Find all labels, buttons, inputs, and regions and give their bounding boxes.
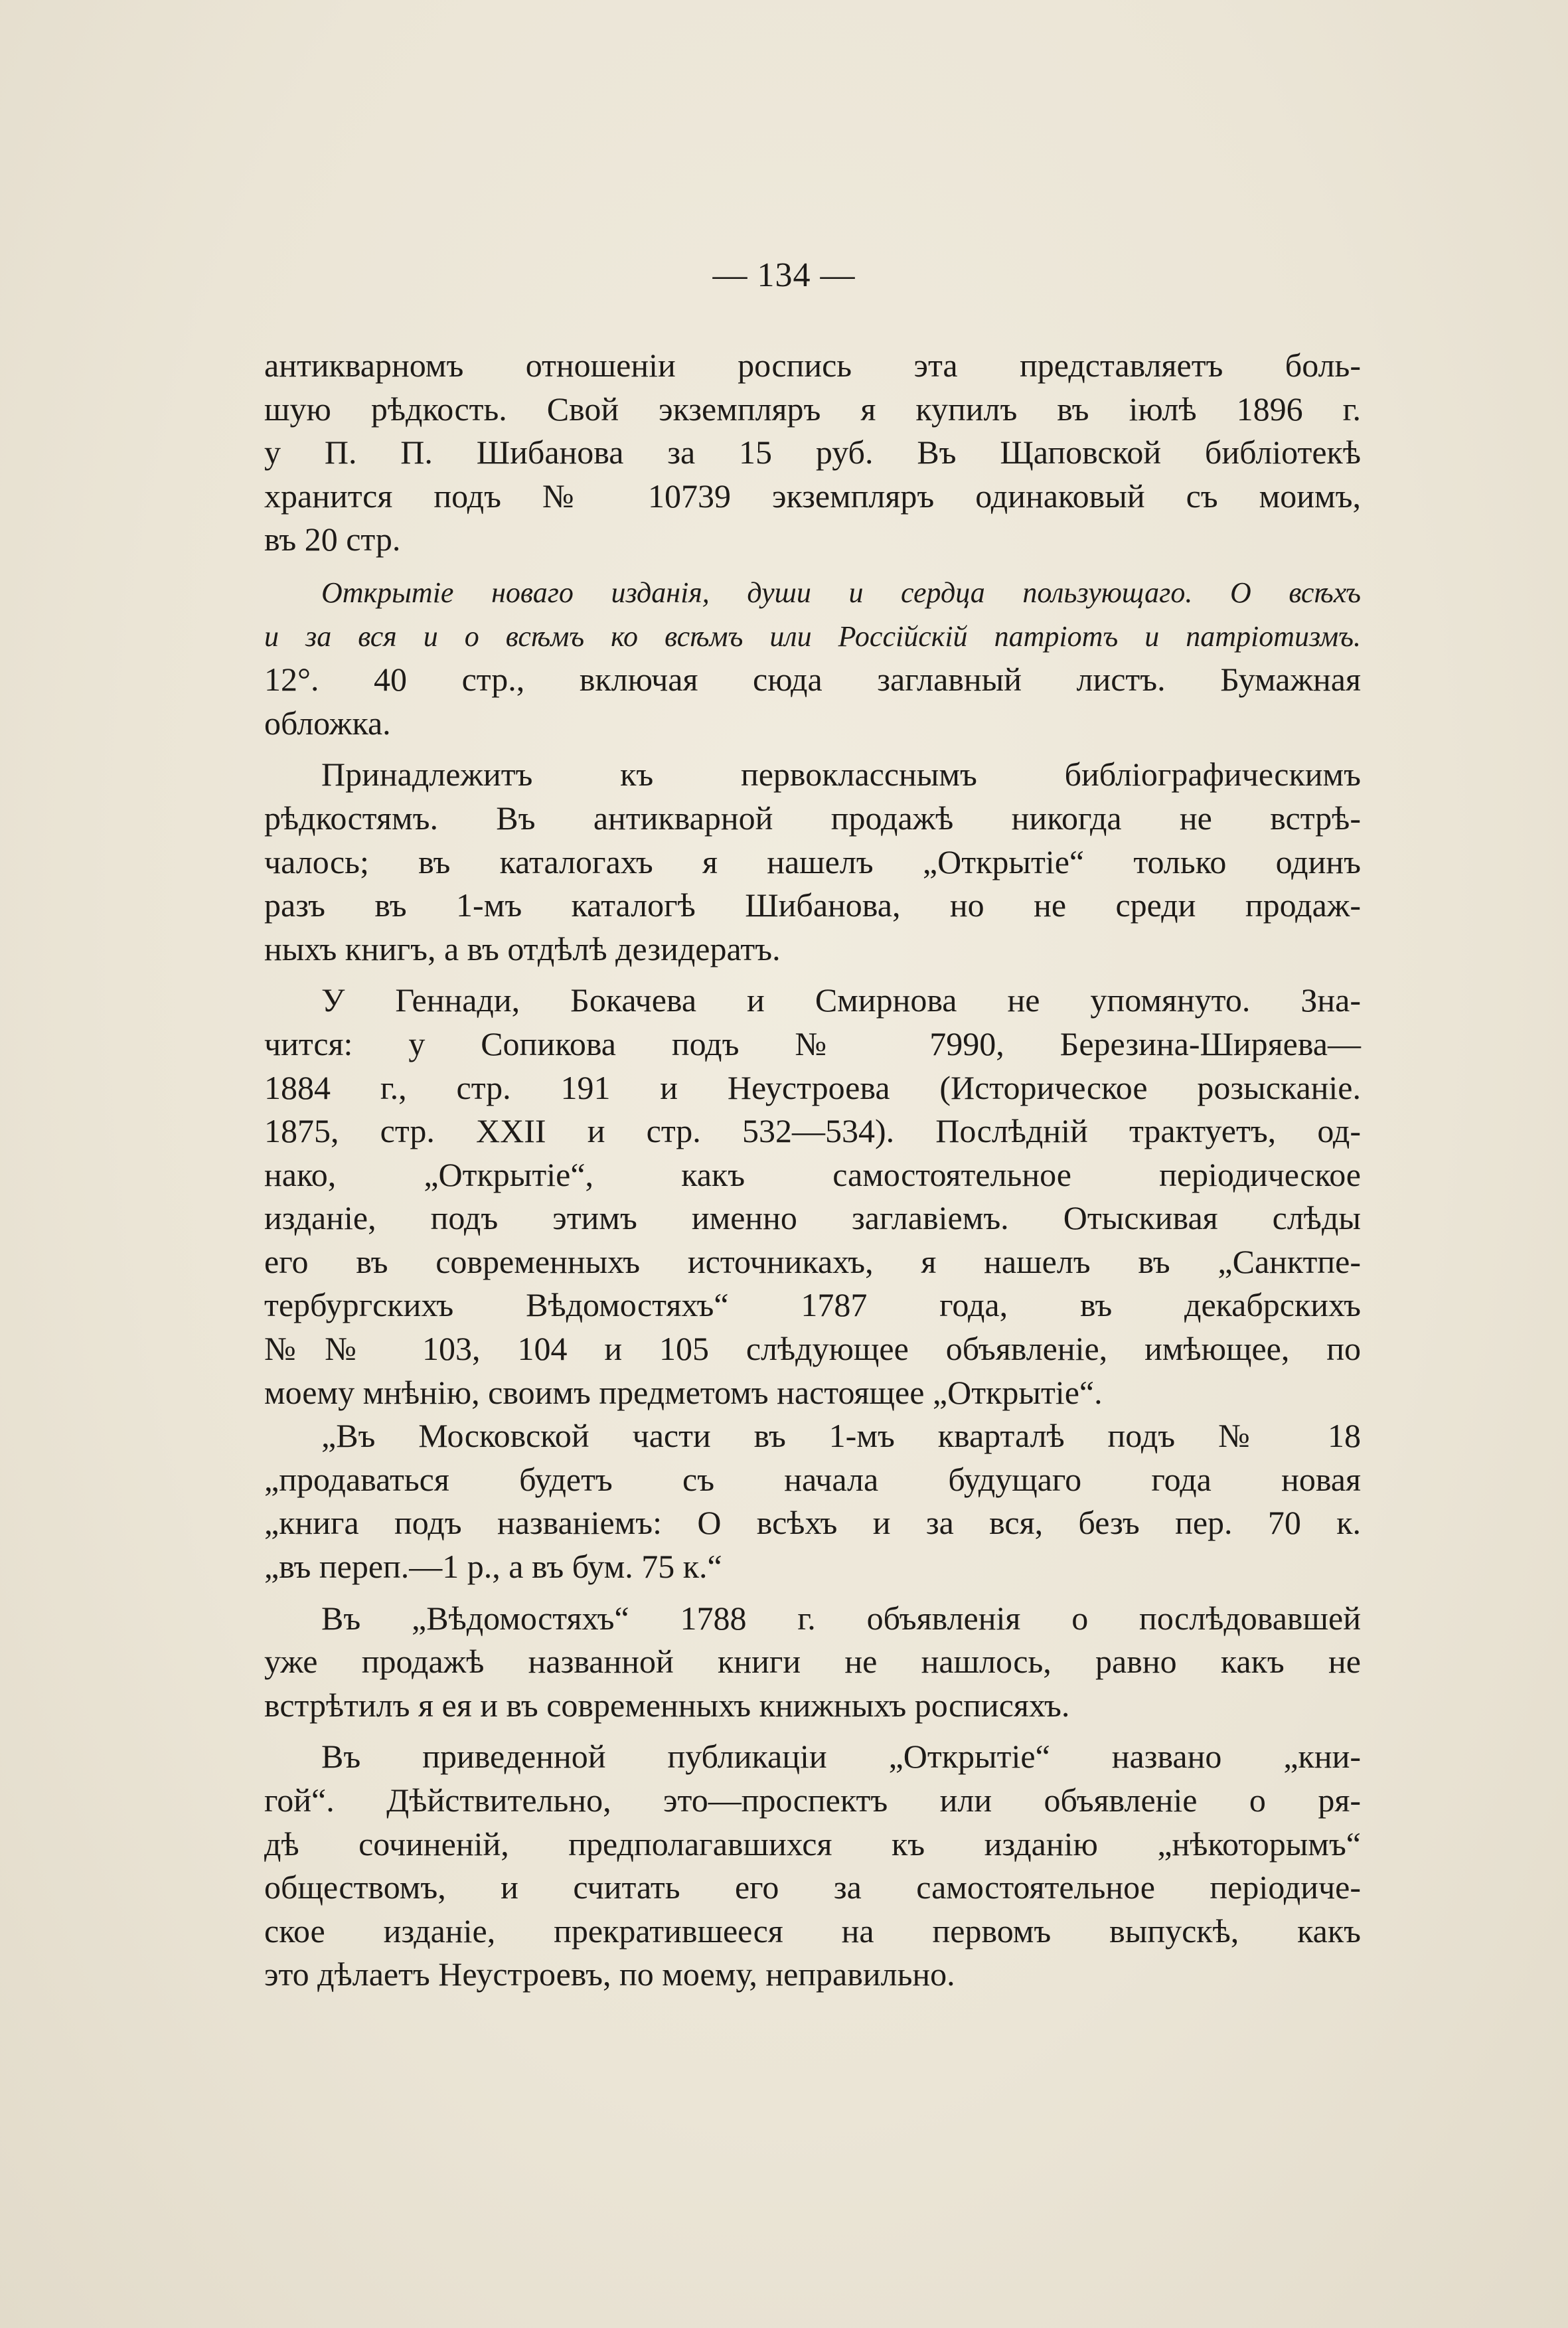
text-line: тербургскихъ Вѣдомостяхъ“ 1787 года, въ декабрскихъ: [264, 1286, 1361, 1324]
text-line: рѣдкостямъ. Въ антикварной продажѣ никогда не встрѣ-: [264, 799, 1361, 837]
quote-line: „Въ Московской части въ 1-мъ кварталѣ подъ № 18: [321, 1417, 1361, 1455]
text-line: У Геннади, Бокачева и Смирнова не упомянуто. Зна-: [321, 981, 1361, 1019]
text-line: 1875, стр. XXII и стр. 532—534). Послѣдній трактуетъ, од-: [264, 1112, 1361, 1150]
text-line: чалось; въ каталогахъ я нашелъ „Открытіе“ только одинъ: [264, 843, 1361, 880]
text-line: Принадлежитъ къ первокласснымъ библіографическимъ: [321, 756, 1361, 793]
text-line: уже продажѣ названной книги не нашлось, равно какъ не: [264, 1643, 1361, 1681]
paragraph-1: [264, 344, 1361, 562]
text-line: его въ современныхъ источникахъ, я нашелъ въ „Санктпе-: [264, 1242, 1361, 1280]
text-line: это дѣлаетъ Неустроевъ, по моему, неправильно.: [264, 1955, 955, 1993]
paragraph-3: [264, 753, 1361, 971]
text-line: Въ „Вѣдомостяхъ“ 1788 г. объявленія о послѣдовавшей: [321, 1599, 1361, 1637]
text-line: изданіе, подъ этимъ именно заглавіемъ. Отыскивая слѣды: [264, 1199, 1361, 1237]
text-line: обложка.: [264, 704, 391, 742]
text-line: хранится подъ № 10739 экземпляръ одинаковый съ моимъ,: [264, 477, 1361, 515]
body-text: [264, 344, 1361, 1997]
text-line: обществомъ, и считать его за самостоятельное періодиче-: [264, 1869, 1361, 1906]
book-title-line: и за вся и о всѣмъ ко всѣмъ или Россійскій патріотъ и патріотизмъ.: [264, 620, 1361, 653]
quote-line: „книга подъ названіемъ: О всѣхъ и за вся, безъ пер. 70 к.: [264, 1504, 1361, 1542]
paragraph-7: [264, 1735, 1361, 1997]
text-line: Въ приведенной публикаціи „Открытіе“ названо „кни-: [321, 1738, 1361, 1776]
text-line: №№ 103, 104 и 105 слѣдующее объявленіе, имѣющее, по: [264, 1330, 1361, 1368]
paragraph-4: [264, 979, 1361, 1414]
paragraph-2-title-entry: [264, 571, 1361, 745]
quote-line: „продаваться будетъ съ начала будущаго года новая: [264, 1460, 1361, 1498]
text-line: антикварномъ отношеніи роспись эта представляетъ боль-: [264, 347, 1361, 384]
text-line: ское изданіе, прекратившееся на первомъ выпускѣ, какъ: [264, 1912, 1361, 1950]
text-line: нако, „Открытіе“, какъ самостоятельное періодическое: [264, 1155, 1361, 1193]
page-number-header: — 134 —: [712, 256, 856, 294]
text-line: дѣ сочиненій, предполагавшихся къ изданію „нѣкоторымъ“: [264, 1825, 1361, 1863]
text-line: разъ въ 1-мъ каталогѣ Шибанова, но не среди продаж-: [264, 886, 1361, 924]
text-line: гой“. Дѣйствительно, это—проспектъ или объявленіе о ря-: [264, 1782, 1361, 1819]
text-line: ныхъ книгъ, а въ отдѣлѣ дезидератъ.: [264, 930, 781, 967]
text-line: чится: у Сопикова подъ № 7990, Березина-Ширяева—: [264, 1025, 1361, 1062]
quote-line: „въ переп.—1 р., а въ бум. 75 к.“: [264, 1548, 722, 1586]
text-line: 12°. 40 стр., включая сюда заглавный листъ. Бумажная: [264, 661, 1361, 699]
book-title-line: Открытіе новаго изданія, души и сердца пользующаго. О всѣхъ: [321, 576, 1361, 609]
paragraph-6: [264, 1597, 1361, 1728]
text-line: встрѣтилъ я ея и въ современныхъ книжныхъ росписяхъ.: [264, 1686, 1070, 1724]
text-line: моему мнѣнію, своимъ предметомъ настоящее „Открытіе“.: [264, 1373, 1103, 1411]
text-line: шую рѣдкость. Свой экземпляръ я купилъ въ іюлѣ 1896 г.: [264, 390, 1361, 428]
text-line: 1884 г., стр. 191 и Неустроева (Историческое розысканіе.: [264, 1068, 1361, 1106]
text-line: въ 20 стр.: [264, 521, 401, 558]
paragraph-5-quote: [264, 1414, 1361, 1588]
text-line: у П. П. Шибанова за 15 руб. Въ Щаповской библіотекѣ: [264, 434, 1361, 471]
